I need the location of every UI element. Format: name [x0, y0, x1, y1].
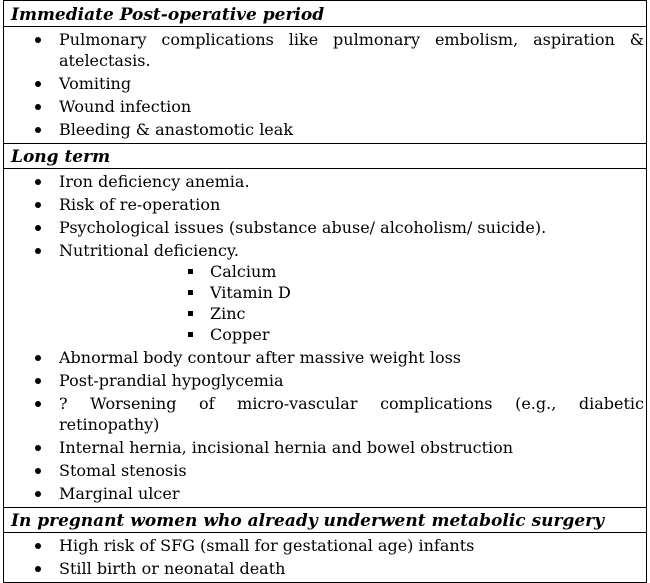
sub-list-item — [59, 261, 644, 282]
list-item — [4, 347, 646, 368]
list-item — [4, 393, 646, 435]
square-bullet-icon — [188, 332, 193, 337]
bullet-icon — [35, 401, 41, 407]
square-bullet-icon — [188, 269, 193, 274]
bullet-icon — [35, 445, 41, 451]
list-item — [4, 370, 646, 391]
bullet-icon — [35, 378, 41, 384]
section-header-pregnant: In pregnant women who already underwent metabolic surgery — [4, 508, 646, 533]
square-bullet-icon — [188, 311, 193, 316]
list-item-text: Internal hernia, incisional hernia and bowel obstruction — [59, 438, 514, 457]
nutritional-sublist — [59, 261, 644, 345]
section-body-immediate — [4, 27, 646, 144]
list-item-text: Nutritional deficiency. — [59, 241, 239, 260]
list-item — [4, 535, 646, 556]
list-item-text: Stomal stenosis — [59, 461, 187, 480]
list-item-text: Post-prandial hypoglycemia — [59, 371, 284, 390]
sub-list-item — [59, 324, 644, 345]
sub-list-item — [59, 303, 644, 324]
list-item-text: Vomiting — [59, 74, 132, 93]
list-item-text: Still birth or neonatal death — [59, 559, 286, 578]
list-item — [4, 460, 646, 481]
section-header-immediate: Immediate Post-operative period — [4, 2, 646, 27]
square-bullet-icon — [188, 290, 193, 295]
bullet-icon — [35, 468, 41, 474]
bullet-icon — [35, 225, 41, 231]
sub-list-item-text: Calcium — [210, 262, 277, 281]
bullet-icon — [35, 355, 41, 361]
bullet-icon — [35, 202, 41, 208]
bullet-icon — [35, 127, 41, 133]
complications-table — [3, 0, 647, 583]
section-body-pregnant — [4, 533, 646, 582]
list-item-text: Pulmonary complications like pulmonary embolism, aspiration & atelectasis. — [59, 30, 644, 70]
section-body-long-term — [4, 169, 646, 508]
list-item-text: High risk of SFG (small for gestational age) infants — [59, 536, 475, 555]
list-item — [4, 483, 646, 504]
list-item — [4, 29, 646, 71]
sub-list-item-text: Copper — [210, 325, 270, 344]
list-item — [4, 558, 646, 579]
list-item-text: Marginal ulcer — [59, 484, 180, 503]
list-item-text: Iron deficiency anemia. — [59, 172, 250, 191]
list-item-text: ? Worsening of micro-vascular complications (e.g., diabetic retinopathy) — [59, 394, 644, 434]
list-item — [4, 240, 646, 345]
bullet-icon — [35, 248, 41, 254]
list-item — [4, 194, 646, 215]
list-item — [4, 96, 646, 117]
sub-list-item-text: Zinc — [210, 304, 246, 323]
list-item — [4, 73, 646, 94]
list-item — [4, 217, 646, 238]
sub-list-item — [59, 282, 644, 303]
section-header-long-term: Long term — [4, 144, 646, 169]
list-item-text: Abnormal body contour after massive weight loss — [59, 348, 461, 367]
list-item-text: Risk of re-operation — [59, 195, 221, 214]
list-item — [4, 171, 646, 192]
bullet-icon — [35, 104, 41, 110]
list-item — [4, 437, 646, 458]
sub-list-item-text: Vitamin D — [210, 283, 291, 302]
list-item — [4, 119, 646, 140]
bullet-icon — [35, 179, 41, 185]
bullet-icon — [35, 543, 41, 549]
bullet-icon — [35, 491, 41, 497]
list-item-text: Bleeding & anastomotic leak — [59, 120, 294, 139]
bullet-icon — [35, 81, 41, 87]
bullet-icon — [35, 37, 41, 43]
list-item-text: Wound infection — [59, 97, 192, 116]
list-item-text: Psychological issues (substance abuse/ alcoholism/ suicide). — [59, 218, 547, 237]
